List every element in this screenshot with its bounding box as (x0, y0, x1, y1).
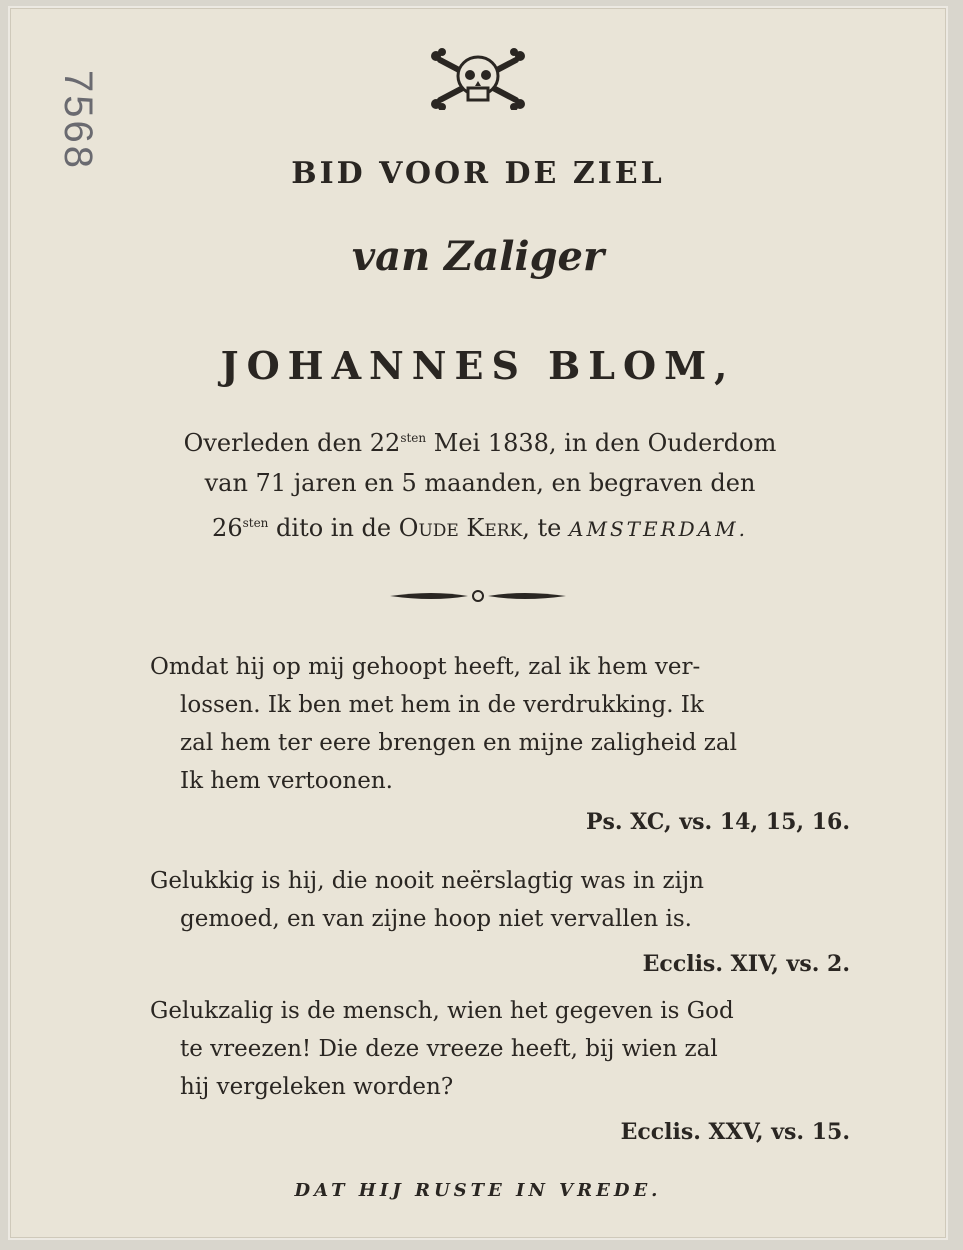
verse-2-reference: Ecclis. XIV, vs. 2. (642, 951, 850, 977)
inventory-number: 7568 (56, 70, 100, 171)
skull-crossbones-icon (10, 48, 946, 114)
verse-3-reference: Ecclis. XXV, vs. 15. (620, 1119, 850, 1145)
deceased-name: JOHANNES BLOM, (220, 343, 736, 388)
card-title: BID VOOR DE ZIEL (291, 156, 665, 191)
closing-prayer: DAT HIJ RUSTE IN VREDE. (294, 1180, 662, 1201)
ornament-divider (10, 586, 946, 610)
memorial-card (10, 8, 946, 1238)
card-subtitle: van Zaliger (351, 233, 605, 280)
verse-3: Gelukzalig is de mensch, wien het gegeven is God te vreezen! Die deze vreeze heeft, bij wien zal hij vergeleken worden? (150, 998, 734, 1100)
verse-2: Gelukkig is hij, die nooit neërslagtig was in zijn gemoed, en van zijne hoop niet vervallen is. (150, 868, 704, 932)
verse-1: Omdat hij op mij gehoopt heeft, zal ik hem ver- lossen. Ik ben met hem in de verdrukking. Ik zal hem ter eere brengen en mijne zaligheid zal Ik hem vertoonen. (150, 654, 737, 794)
death-notice: Overleden den $22^{sten}$ Mei 1838, in den Ouderdom van 71 jaren en 5 maanden, en begraven den $26^{sten}$ dito in de Oude Kerk, te AMSTERDAM. (183, 429, 777, 542)
verse-1-reference: Ps. XC, vs. 14, 15, 16. (586, 809, 850, 835)
